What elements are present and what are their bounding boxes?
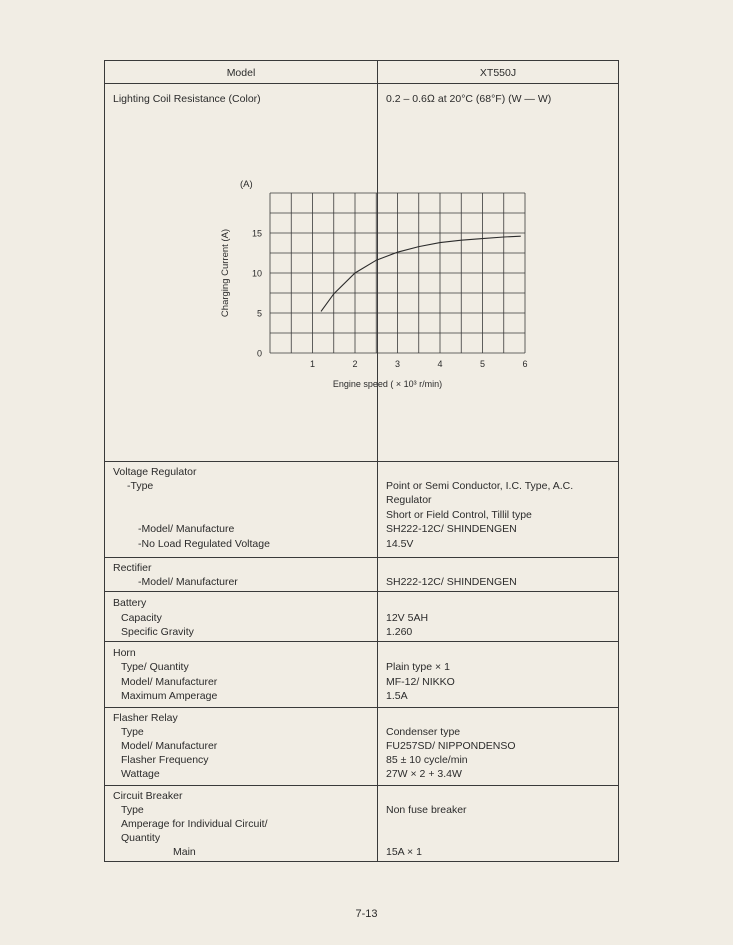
battery-gravity-value: 1.260 <box>386 626 413 638</box>
rectifier-model-label: -Model/ Manufacturer <box>138 576 238 588</box>
horn-model-label: Model/ Manufacturer <box>121 676 218 688</box>
y-unit-label: (A) <box>240 179 253 190</box>
header-model-value: XT550J <box>479 67 517 79</box>
flasher-frequency-label: Flasher Frequency <box>121 754 209 766</box>
y-tick-label: 10 <box>251 268 262 279</box>
rectifier-model-value: SH222-12C/ SHINDENGEN <box>386 576 517 588</box>
flasher-wattage-label: Wattage <box>121 768 160 780</box>
flasher-type-label: Type <box>121 726 144 738</box>
flasher-frequency-value: 85 ± 10 cycle/min <box>386 754 468 766</box>
flasher-model-label: Model/ Manufacturer <box>121 740 218 752</box>
row-divider <box>105 83 618 84</box>
row-divider <box>105 461 618 462</box>
y-tick-label: 0 <box>256 348 262 359</box>
horn-title: Horn <box>113 647 136 659</box>
breaker-main-value: 15A × 1 <box>386 846 422 858</box>
battery-capacity-label: Capacity <box>121 612 162 624</box>
x-tick-label: 3 <box>394 359 401 369</box>
breaker-title: Circuit Breaker <box>113 790 183 802</box>
specification-table <box>104 60 619 862</box>
horn-type-value: Plain type × 1 <box>386 661 450 673</box>
breaker-type-value: Non fuse breaker <box>386 804 467 816</box>
y-tick-label: 15 <box>251 228 262 239</box>
breaker-amperage-label: Amperage for Individual Circuit/ <box>121 818 268 830</box>
x-tick-label: 5 <box>479 359 486 369</box>
flasher-type-value: Condenser type <box>386 726 461 738</box>
voltage-regulator-model-label: -Model/ Manufacture <box>138 523 235 535</box>
battery-gravity-label: Specific Gravity <box>121 626 194 638</box>
horn-model-value: MF-12/ NIKKO <box>386 676 455 688</box>
voltage-regulator-model-value: SH222-12C/ SHINDENGEN <box>386 523 517 535</box>
page-number: 7-13 <box>355 908 378 920</box>
charging-current-chart <box>195 173 535 393</box>
rectifier-title: Rectifier <box>113 562 152 574</box>
y-axis-label: Charging Current (A) <box>220 228 231 318</box>
breaker-main-label: Main <box>173 846 196 858</box>
lighting-coil-label: Lighting Coil Resistance (Color) <box>113 93 261 105</box>
chart-grid <box>270 193 525 353</box>
row-divider <box>105 641 618 642</box>
x-tick-label: 1 <box>309 359 316 369</box>
voltage-regulator-voltage-label: -No Load Regulated Voltage <box>138 538 270 550</box>
horn-amp-label: Maximum Amperage <box>121 690 218 702</box>
horn-amp-value: 1.5A <box>386 690 408 702</box>
battery-capacity-value: 12V 5AH <box>386 612 429 624</box>
row-divider <box>105 557 618 558</box>
x-tick-label: 6 <box>522 359 528 369</box>
voltage-regulator-type-value-1: Point or Semi Conductor, I.C. Type, A.C. <box>386 480 574 492</box>
breaker-quantity-label: Quantity <box>121 832 161 844</box>
x-axis-label: Engine speed ( × 10³ r/min) <box>332 379 443 389</box>
y-tick-label: 5 <box>256 308 262 319</box>
battery-title: Battery <box>113 597 147 609</box>
flasher-model-value: FU257SD/ NIPPONDENSO <box>386 740 516 752</box>
header-model-label: Model <box>226 67 256 79</box>
breaker-type-label: Type <box>121 804 144 816</box>
row-divider <box>105 591 618 592</box>
x-tick-label: 4 <box>437 359 443 369</box>
row-divider <box>105 707 618 708</box>
voltage-regulator-voltage-value: 14.5V <box>386 538 414 550</box>
voltage-regulator-type-label: -Type <box>127 480 154 492</box>
flasher-title: Flasher Relay <box>113 712 178 724</box>
flasher-wattage-value: 27W × 2 + 3.4W <box>386 768 462 780</box>
charging-current-curve <box>321 236 521 311</box>
voltage-regulator-type-value-2: Regulator <box>386 494 432 506</box>
voltage-regulator-type-value-3: Short or Field Control, Tillil type <box>386 509 532 521</box>
x-tick-label: 2 <box>352 359 358 369</box>
voltage-regulator-title: Voltage Regulator <box>113 466 197 478</box>
lighting-coil-value: 0.2 – 0.6Ω at 20°C (68°F) (W — W) <box>386 93 552 105</box>
row-divider <box>105 785 618 786</box>
horn-type-label: Type/ Quantity <box>121 661 189 673</box>
